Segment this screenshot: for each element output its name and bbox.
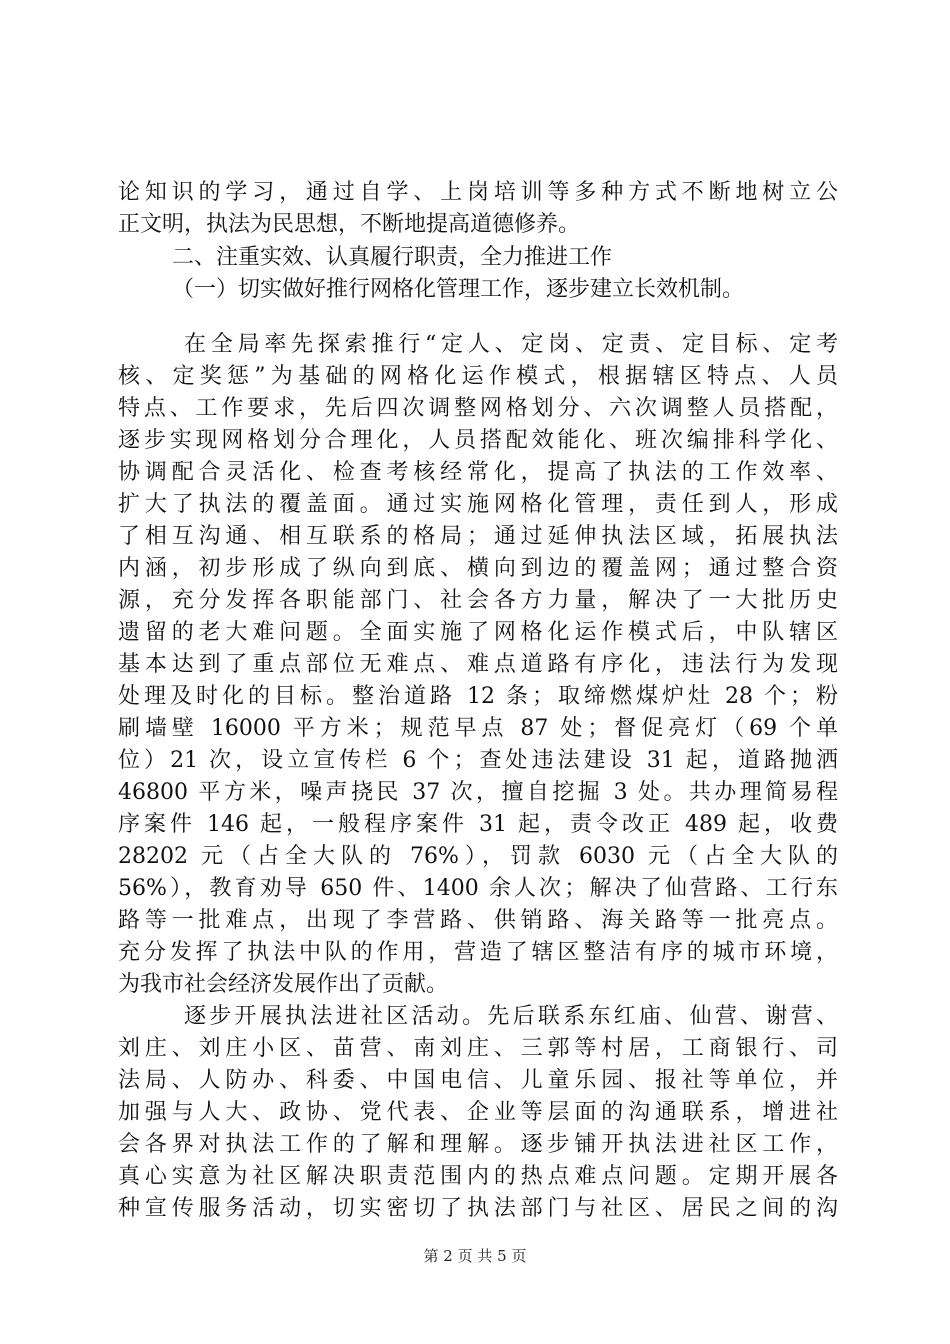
text-line: 正文明，执法为民思想，不断地提高道德修养。 bbox=[118, 212, 581, 237]
text-line: 内涵，初步形成了纵向到底、横向到边的覆盖网；通过整合资 bbox=[118, 556, 838, 581]
text-line: 论知识的学习，通过自学、上岗培训等多种方式不断地树立公 bbox=[118, 180, 838, 205]
text-line: 核、定奖惩”为基础的网格化运作模式，根据辖区特点、人员 bbox=[118, 364, 838, 389]
text-line: 逐步开展执法进社区活动。先后联系东红庙、仙营、谢营、 bbox=[184, 1004, 838, 1029]
text-line: 充分发挥了执法中队的作用，营造了辖区整洁有序的城市环境， bbox=[118, 940, 838, 965]
text-line: 28202 元（占全大队的 76%），罚款 6030 元（占全大队的 bbox=[118, 844, 838, 869]
text-line: 路等一批难点，出现了李营路、供销路、海关路等一批亮点。 bbox=[118, 908, 838, 933]
text-line: 种宣传服务活动，切实密切了执法部门与社区、居民之间的沟 bbox=[118, 1196, 838, 1221]
text-line: 逐步实现网格划分合理化，人员搭配效能化、班次编排科学化、 bbox=[118, 428, 838, 453]
text-line: 基本达到了重点部位无难点、难点道路有序化，违法行为发现 bbox=[118, 652, 838, 677]
text-line: 会各界对执法工作的了解和理解。逐步铺开执法进社区工作， bbox=[118, 1132, 838, 1157]
text-line: 遗留的老大难问题。全面实施了网格化运作模式后，中队辖区 bbox=[118, 620, 838, 645]
text-line: 为我市社会经济发展作出了贡献。 bbox=[118, 972, 449, 997]
text-line: 扩大了执法的覆盖面。通过实施网格化管理，责任到人，形成 bbox=[118, 492, 838, 517]
text-line: 刘庄、刘庄小区、苗营、南刘庄、三郭等村居，工商银行、司 bbox=[118, 1036, 838, 1061]
text-line: 46800 平方米，噪声挠民 37 次，擅自挖掘 3 处。共办理简易程 bbox=[118, 780, 838, 805]
text-line: 序案件 146 起，一般程序案件 31 起，责令改正 489 起，收费 bbox=[118, 812, 838, 837]
text-line: 真心实意为社区解决职责范围内的热点难点问题。定期开展各 bbox=[118, 1164, 838, 1189]
text-line: 了相互沟通、相互联系的格局；通过延伸执法区域，拓展执法 bbox=[118, 524, 838, 549]
text-line: 处理及时化的目标。整治道路 12 条；取缔燃煤炉灶 28 个；粉 bbox=[118, 684, 838, 709]
text-line: 位）21 次，设立宣传栏 6 个；查处违法建设 31 起，道路抛洒 bbox=[118, 748, 838, 773]
text-line: 协调配合灵活化、检查考核经常化，提高了执法的工作效率、 bbox=[118, 460, 838, 485]
text-line: 刷墙壁 16000 平方米；规范早点 87 处；督促亮灯（69 个单 bbox=[118, 716, 838, 741]
text-line: 加强与人大、政协、党代表、企业等层面的沟通联系，增进社 bbox=[118, 1100, 838, 1125]
section-heading: 二、注重实效、认真履行职责，全力推进工作 bbox=[172, 245, 613, 270]
text-line: 特点、工作要求，先后四次调整网格划分、六次调整人员搭配， bbox=[118, 396, 838, 421]
text-line: 源，充分发挥各职能部门、社会各方力量，解决了一大批历史 bbox=[118, 588, 838, 613]
text-line: 56%），教育劝导 650 件、1400 余人次；解决了仙营路、工行东 bbox=[118, 876, 838, 901]
page-number-footer: 第 2 页 共 5 页 bbox=[423, 1247, 527, 1265]
text-line: 法局、人防办、科委、中国电信、儿童乐园、报社等单位，并 bbox=[118, 1068, 838, 1093]
subsection-heading: （一）切实做好推行网格化管理工作，逐步建立长效机制。 bbox=[172, 277, 745, 302]
text-line: 在全局率先探索推行“定人、定岗、定责、定目标、定考 bbox=[184, 332, 838, 357]
